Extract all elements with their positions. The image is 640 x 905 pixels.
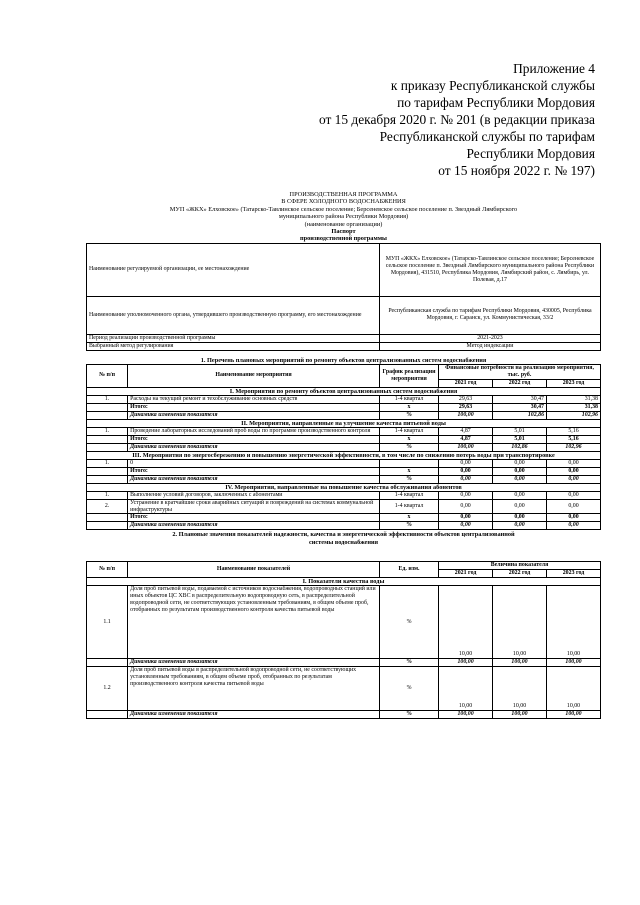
passport-value: 2021-2023 <box>379 334 600 342</box>
total-unit: х <box>379 403 438 411</box>
col-header-year: 2022 год <box>493 570 547 578</box>
table2-title: 2. Плановые значения показателей надежности, качества и энергетической эффективности объектов централизованной <box>172 531 515 539</box>
col-header-num: № п/п <box>87 365 128 388</box>
row-schedule: 1-4 квартал <box>379 491 438 499</box>
table-header-row <box>87 365 601 380</box>
row-value: 0,00 <box>439 499 493 514</box>
row-num: 1.1 <box>87 586 128 659</box>
dynamics-value: 102,96 <box>547 411 601 419</box>
document-page <box>86 60 601 719</box>
row-name: Проведение лабораторных исследований проб воды по программе производственного контроля <box>128 427 380 435</box>
dynamics-row <box>87 411 601 419</box>
appendix-line: Республики Мордовия <box>466 146 595 161</box>
row-unit: % <box>379 586 438 659</box>
dynamics-label: Динамика изменения показателя <box>128 411 380 419</box>
appendix-line: от 15 ноября 2022 г. № 197) <box>438 163 595 178</box>
dynamics-value: 100,00 <box>493 659 547 667</box>
total-row <box>87 435 601 443</box>
col-header-finance: Финансовые потребности на реализацию мероприятия, тыс. руб. <box>439 365 601 380</box>
table-row <box>87 491 601 499</box>
row-value: 10,00 <box>547 586 601 659</box>
total-label: Итого: <box>128 467 380 475</box>
table-row <box>87 459 601 467</box>
measures-table <box>86 364 601 530</box>
row-schedule <box>379 459 438 467</box>
appendix-line: от 15 декабря 2020 г. № 201 (в редакции приказа <box>318 112 595 127</box>
col-header-num: № п/п <box>87 562 128 578</box>
table2-title-line2: системы водоснабжения <box>308 538 379 546</box>
row-num: 1. <box>87 491 128 499</box>
section-row <box>87 451 601 459</box>
dynamics-value: 100,00 <box>439 659 493 667</box>
dynamics-value: 102,86 <box>493 443 547 451</box>
appendix-line: Приложение 4 <box>513 61 595 76</box>
program-title: ПРОИЗВОДСТВЕННАЯ ПРОГРАММА <box>289 191 398 198</box>
row-value: 10,00 <box>493 586 547 659</box>
total-label: Итого: <box>128 403 380 411</box>
dynamics-value: 0,00 <box>439 522 493 530</box>
total-value: 4,87 <box>439 435 493 443</box>
passport-label: Выбранный метод регулирования <box>87 342 380 350</box>
col-header-year: 2022 год <box>493 379 547 387</box>
passport-label: Наименование уполномоченного органа, утвердившего производственную программу, его местонахождение <box>87 296 380 334</box>
total-value: 0,00 <box>439 514 493 522</box>
dynamics-unit: % <box>379 443 438 451</box>
total-value: 30,47 <box>493 403 547 411</box>
dynamics-value: 102,86 <box>493 411 547 419</box>
row-value: 0,00 <box>547 499 601 514</box>
org-caption: (наименование организации) <box>304 220 383 228</box>
row-value: 5,16 <box>547 427 601 435</box>
row-schedule: 1-4 квартал <box>379 499 438 514</box>
dynamics-row <box>87 443 601 451</box>
total-unit: х <box>379 467 438 475</box>
col-header-name: Наименование показателей <box>128 562 380 578</box>
passport-label: Период реализации производственной программы <box>87 334 380 342</box>
section-title: II. Мероприятия, направленные на улучшение качества питьевой воды <box>87 419 601 427</box>
col-header-year: 2021 год <box>439 570 493 578</box>
row-value: 0,00 <box>547 491 601 499</box>
dynamics-unit: % <box>379 411 438 419</box>
row-value: 31,38 <box>547 395 601 403</box>
dynamics-label: Динамика изменения показателя <box>128 711 380 719</box>
row-value: 10,00 <box>439 667 493 711</box>
total-label: Итого: <box>128 435 380 443</box>
col-header-unit: Ед. изм. <box>379 562 438 578</box>
total-row <box>87 403 601 411</box>
total-value: 0,00 <box>547 467 601 475</box>
passport-table <box>86 243 601 351</box>
section-row <box>87 387 601 395</box>
row-name: Выполнение условий договоров, заключенных с абонентами <box>128 491 380 499</box>
row-unit: % <box>379 667 438 711</box>
row-value: 5,01 <box>493 427 547 435</box>
dynamics-value: 100,00 <box>547 711 601 719</box>
row-value: 10,00 <box>493 667 547 711</box>
table-row <box>87 296 601 334</box>
passport-title: Паспорт <box>331 228 356 236</box>
row-value: 10,00 <box>547 667 601 711</box>
row-value: 0,00 <box>493 491 547 499</box>
table-row <box>87 427 601 435</box>
table-row <box>87 395 601 403</box>
row-name: Расходы на текущий ремонт и техобслуживание основных средств <box>128 395 380 403</box>
appendix-line: к приказу Республиканской службы <box>390 78 595 93</box>
dynamics-row <box>87 522 601 530</box>
dynamics-label: Динамика изменения показателя <box>128 522 380 530</box>
col-header-year: 2023 год <box>547 570 601 578</box>
dynamics-value: 0,00 <box>493 475 547 483</box>
total-row <box>87 514 601 522</box>
passport-subtitle: производственной программы <box>300 235 387 243</box>
total-value: 0,00 <box>547 514 601 522</box>
dynamics-unit: % <box>379 711 438 719</box>
program-subtitle: В СФЕРЕ ХОЛОДНОГО ВОДОСНАБЖЕНИЯ <box>281 198 406 206</box>
section-title: I. Показатели качества воды <box>87 577 601 585</box>
col-header-value: Величина показателя <box>439 562 601 570</box>
row-name: 0 <box>128 459 380 467</box>
dynamics-value: 0,00 <box>439 475 493 483</box>
row-name: Доля проб питьевой воды в распределительной водопроводной сети, не соответствующих установленным требованиям, в общем объеме проб, отобранных по результатам производственного контроля качества питьевой воды <box>128 667 380 711</box>
dynamics-label: Динамика изменения показателя <box>128 475 380 483</box>
org-name-line: муниципального района Республики Мордовия) <box>278 213 409 221</box>
col-header-year: 2021 год <box>439 379 493 387</box>
total-row <box>87 467 601 475</box>
passport-value: МУП «ЖКХ» Елховское» (Татарско-Тавлинское сельское поселение; Берсеневское сельское поселение п. Звездный Лямбирского муниципального района Республики Мордовия), 431510, Республика Мордовия, Лямбирский район, с. Лямбирь, ул. Полевая, д.17 <box>379 243 600 296</box>
col-header-schedule: График реализации мероприятия <box>379 365 438 388</box>
section-row <box>87 577 601 585</box>
row-value: 30,47 <box>493 395 547 403</box>
row-value: 0,00 <box>493 499 547 514</box>
row-name: Доля проб питьевой воды, подаваемой с источников водоснабжения, водопроводных станций или иных объектов ЦС ХВС в распределительную водопроводную сеть, в распределительной водопроводной сети, не соответствующих установленным требованиям, в общем объеме проб, отобранных по результатам производственного контроля качества питьевой воды <box>128 586 380 659</box>
col-header-name: Наименование мероприятия <box>128 365 380 388</box>
row-num: 1. <box>87 395 128 403</box>
total-value: 29,63 <box>439 403 493 411</box>
dynamics-unit: % <box>379 659 438 667</box>
row-num: 1. <box>87 427 128 435</box>
row-value: 29,63 <box>439 395 493 403</box>
dynamics-unit: % <box>379 522 438 530</box>
total-value: 5,01 <box>493 435 547 443</box>
appendix-header <box>86 60 595 179</box>
row-value: 0,00 <box>547 459 601 467</box>
row-num: 1. <box>87 459 128 467</box>
total-value: 0,00 <box>493 514 547 522</box>
table1-title: 1. Перечень плановых мероприятий по ремонту объектов централизованных систем водоснабжения <box>200 356 487 364</box>
table-row <box>87 586 601 659</box>
total-value: 5,16 <box>547 435 601 443</box>
dynamics-value: 0,00 <box>493 522 547 530</box>
section-title: IV. Мероприятия, направленные на повышение качества обслуживания абонентов <box>87 483 601 491</box>
table-header-row <box>87 562 601 570</box>
dynamics-row <box>87 711 601 719</box>
dynamics-label: Динамика изменения показателя <box>128 659 380 667</box>
total-label: Итого: <box>128 514 380 522</box>
dynamics-value: 102,96 <box>547 443 601 451</box>
appendix-line: Республиканской службы по тарифам <box>379 129 595 144</box>
table-row <box>87 243 601 296</box>
total-unit: х <box>379 514 438 522</box>
dynamics-value: 100,00 <box>439 443 493 451</box>
section-row <box>87 419 601 427</box>
appendix-line: по тарифам Республики Мордовия <box>397 95 595 110</box>
section-title: I. Мероприятия по ремонту объектов централизованных систем водоснабжения <box>87 387 601 395</box>
row-schedule: 1-4 квартал <box>379 427 438 435</box>
dynamics-value: 100,00 <box>439 411 493 419</box>
indicators-table <box>86 561 601 719</box>
col-header-year: 2023 год <box>547 379 601 387</box>
total-unit: х <box>379 435 438 443</box>
row-num: 1.2 <box>87 667 128 711</box>
row-value: 0,00 <box>439 459 493 467</box>
row-name: Устранение в кратчайшие сроки аварийных ситуаций и повреждений на системах коммунальной инфраструктуры <box>128 499 380 514</box>
dynamics-value: 100,00 <box>493 711 547 719</box>
dynamics-value: 100,00 <box>439 711 493 719</box>
dynamics-value: 0,00 <box>547 475 601 483</box>
total-value: 0,00 <box>493 467 547 475</box>
row-num: 2. <box>87 499 128 514</box>
table-row <box>87 667 601 711</box>
total-value: 0,00 <box>439 467 493 475</box>
passport-label: Наименование регулируемой организации, ее местонахождение <box>87 243 380 296</box>
passport-value: Республиканская служба по тарифам Республики Мордовия, 430005, Республика Мордовия, г. Саранск, ул. Коммунистическая, 33/2 <box>379 296 600 334</box>
row-value: 4,87 <box>439 427 493 435</box>
dynamics-row <box>87 659 601 667</box>
passport-value: Метод индексации <box>379 342 600 350</box>
row-value: 0,00 <box>439 491 493 499</box>
table-row <box>87 342 601 350</box>
dynamics-row <box>87 475 601 483</box>
total-value: 31,38 <box>547 403 601 411</box>
org-name-line: МУП «ЖКХ» Елховское» (Татарско-Тавлинское сельское поселение; Берсеневское сельское поселение п. Звездный Лямбирского <box>169 205 518 213</box>
table-row <box>87 334 601 342</box>
row-schedule: 1-4 квартал <box>379 395 438 403</box>
dynamics-unit: % <box>379 475 438 483</box>
section-title: III. Мероприятия по энергосбережению и повышению энергетической эффективности, в том числе по снижению потерь воды при транспортировке <box>87 451 601 459</box>
table-row <box>87 499 601 514</box>
row-value: 0,00 <box>493 459 547 467</box>
dynamics-value: 0,00 <box>547 522 601 530</box>
section-row <box>87 483 601 491</box>
dynamics-value: 100,00 <box>547 659 601 667</box>
dynamics-label: Динамика изменения показателя <box>128 443 380 451</box>
row-value: 10,00 <box>439 586 493 659</box>
